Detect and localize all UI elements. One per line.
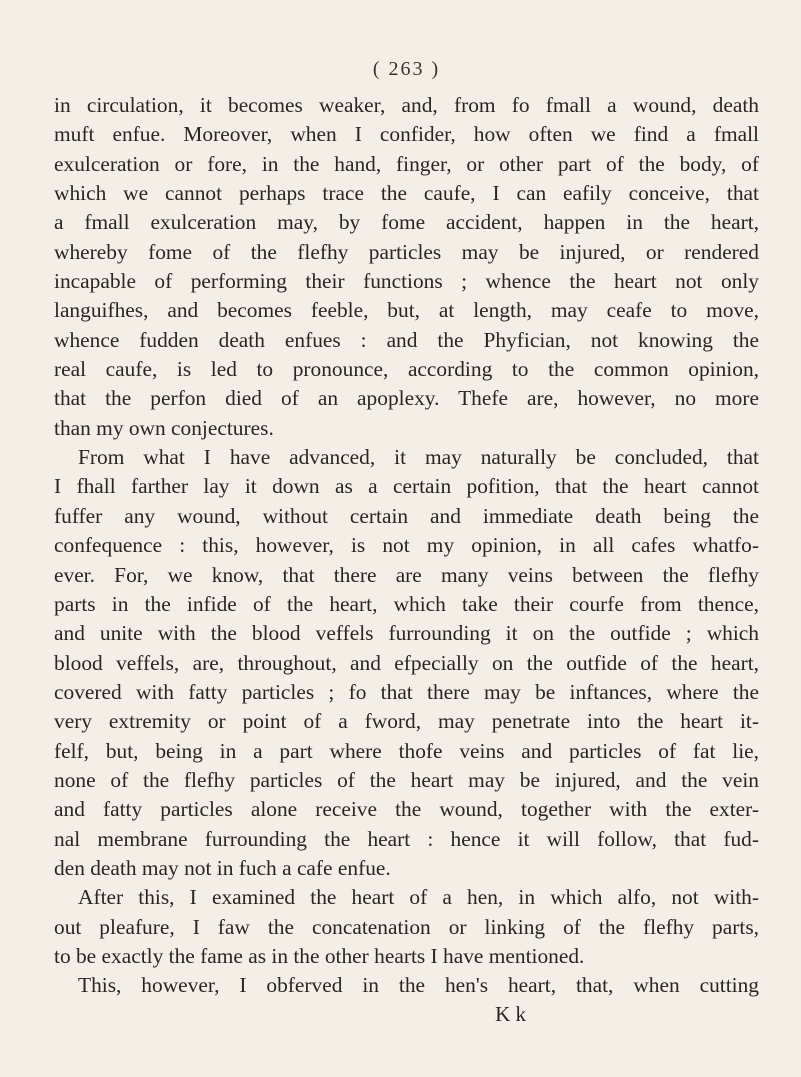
text-line: that the perfon died of an apoplexy. Thefe are, however, no more [54,386,759,411]
text-line: parts in the infide of the heart, which take their courfe from thence, [54,591,759,616]
text-line: than my own conjectures. [54,415,274,440]
text-line: exulceration or fore, in the hand, finger, or other part of the body, of [54,151,759,176]
text-line: This, however, I obferved in the hen's heart, that, when cutting [78,973,759,998]
text-line: languifhes, and becomes feeble, but, at length, may ceafe to move, [54,298,759,323]
text-line: covered with fatty particles ; fo that there may be inftances, where the [54,679,759,704]
signature-mark: K k [495,1001,526,1026]
text-line: whereby fome of the flefhy particles may be injured, or rendered [54,239,759,264]
text-line: blood veffels, are, throughout, and efpecially on the outfide of the heart, [54,650,759,675]
text-line: real caufe, is led to pronounce, according to the common opinion, [54,357,759,382]
text-line: whence fudden death enfues : and the Phyfician, not knowing the [54,327,759,352]
text-line: to be exactly the fame as in the other hearts I have mentioned. [54,943,585,968]
text-line: none of the flefhy particles of the heart may be injured, and the vein [54,767,759,792]
text-line: and fatty particles alone receive the wound, together with the exter- [54,797,759,822]
text-line: in circulation, it becomes weaker, and, from fo fmall a wound, death [54,93,759,117]
text-line: I fhall farther lay it down as a certain pofition, that the heart cannot [54,474,759,499]
text-line: incapable of performing their functions ; whence the heart not only [54,269,759,294]
text-line: confequence : this, however, is not my opinion, in all cafes whatfo- [54,533,759,558]
text-line: muft enfue. Moreover, when I confider, how often we find a fmall [54,122,759,147]
text-line: which we cannot perhaps trace the caufe, I can eafily conceive, that [54,181,759,206]
text-line: fuffer any wound, without certain and immediate death being the [54,503,759,528]
body-text [54,91,759,1001]
text-line: felf, but, being in a part where thofe veins and particles of fat lie, [54,738,759,763]
text-line: very extremity or point of a fword, may penetrate into the heart it- [54,709,759,734]
text-line: nal membrane furrounding the heart : hence it will follow, that fud- [54,826,759,851]
page-number: ( 263 ) [372,58,441,80]
text-line: den death may not in fuch a cafe enfue. [54,855,391,880]
text-line: From what I have advanced, it may naturally be concluded, that [78,445,759,470]
text-line: ever. For, we know, that there are many veins between the flefhy [54,562,759,587]
text-line: out pleafure, I faw the concatenation or linking of the flefhy parts, [54,914,759,939]
text-line: After this, I examined the heart of a hen, in which alfo, not with- [78,885,759,910]
book-page [54,58,759,1027]
text-line: and unite with the blood veffels furrounding it on the outfide ; which [54,621,759,646]
text-line: a fmall exulceration may, by fome accident, happen in the heart, [54,210,759,235]
